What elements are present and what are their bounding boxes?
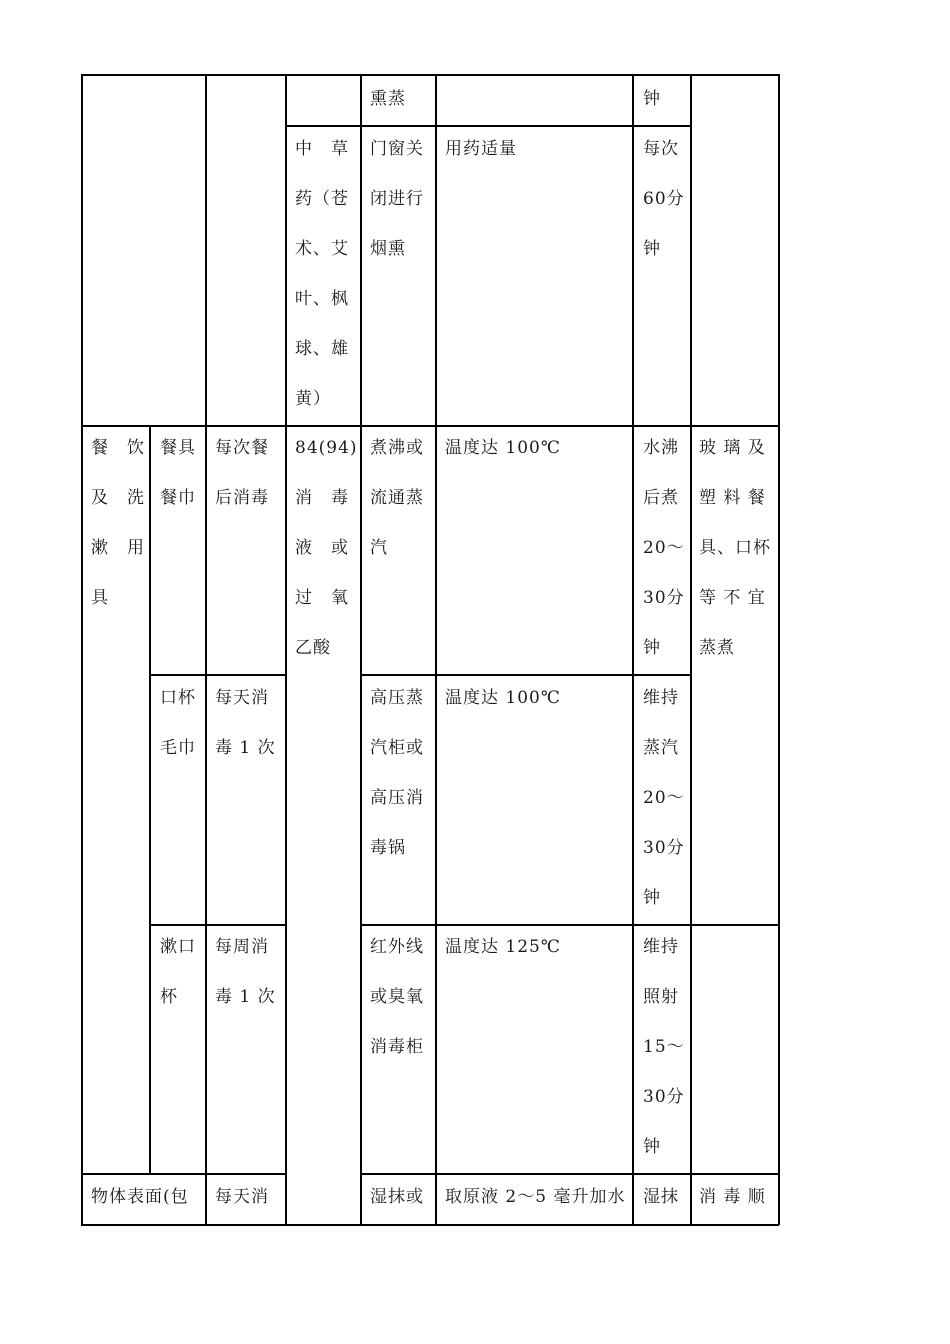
table-cell: 湿抹或	[370, 1187, 424, 1207]
table-cell: 煮沸或 流通蒸 汽	[370, 438, 424, 558]
column-divider	[149, 425, 151, 1174]
table-cell: 漱口 杯	[160, 937, 196, 1007]
table-cell: 温度达 125℃	[445, 937, 561, 957]
disinfection-table	[81, 74, 779, 1226]
table-cell: 门窗关 闭进行 烟熏	[370, 139, 424, 259]
table-cell: 用药适量	[445, 139, 517, 159]
table-cell: 每周消 毒 1 次	[215, 937, 276, 1007]
column-divider	[690, 74, 692, 1225]
column-divider	[435, 74, 437, 1225]
table-border-left	[81, 74, 83, 1225]
table-cell: 湿抹	[643, 1187, 679, 1207]
table-cell: 口杯 毛巾	[160, 688, 196, 758]
table-cell: 每天消	[215, 1187, 269, 1207]
table-cell: 维持 蒸汽 20～ 30分 钟	[643, 688, 685, 908]
column-divider	[285, 74, 287, 1225]
table-cell: 中 草 药（苍 术、艾 叶、枫 球、雄 黄）	[295, 139, 349, 409]
table-cell: 每次 60分 钟	[643, 139, 685, 259]
column-divider	[360, 74, 362, 1225]
table-cell: 取原液 2～5 毫升加水	[445, 1187, 626, 1207]
table-cell: 物体表面(包	[91, 1187, 189, 1207]
table-cell: 84(94) 消 毒 液 或 过 氧 乙酸	[295, 438, 358, 658]
column-divider	[205, 74, 207, 1225]
table-cell: 温度达 100℃	[445, 688, 561, 708]
table-cell: 钟	[643, 89, 661, 109]
table-cell: 高压蒸 汽柜或 高压消 毒锅	[370, 688, 424, 858]
table-border-right	[778, 74, 780, 1225]
column-divider	[632, 74, 634, 1225]
table-cell: 熏蒸	[370, 89, 406, 109]
table-border-bottom	[81, 1224, 779, 1226]
table-cell: 红外线 或臭氧 消毒柜	[370, 937, 424, 1057]
table-cell: 餐 饮 及 洗 漱 用 具	[91, 438, 145, 608]
table-cell: 每次餐 后消毒	[215, 438, 269, 508]
table-cell: 温度达 100℃	[445, 438, 561, 458]
table-cell: 消 毒 顺	[699, 1187, 766, 1207]
table-cell: 餐具 餐巾	[160, 438, 196, 508]
table-cell: 玻 璃 及 塑 料 餐 具、口杯 等 不 宜 蒸煮	[699, 438, 771, 658]
table-cell: 水沸 后煮 20～ 30分 钟	[643, 438, 685, 658]
table-cell: 每天消 毒 1 次	[215, 688, 276, 758]
table-cell: 维持 照射 15～ 30分 钟	[643, 937, 685, 1157]
